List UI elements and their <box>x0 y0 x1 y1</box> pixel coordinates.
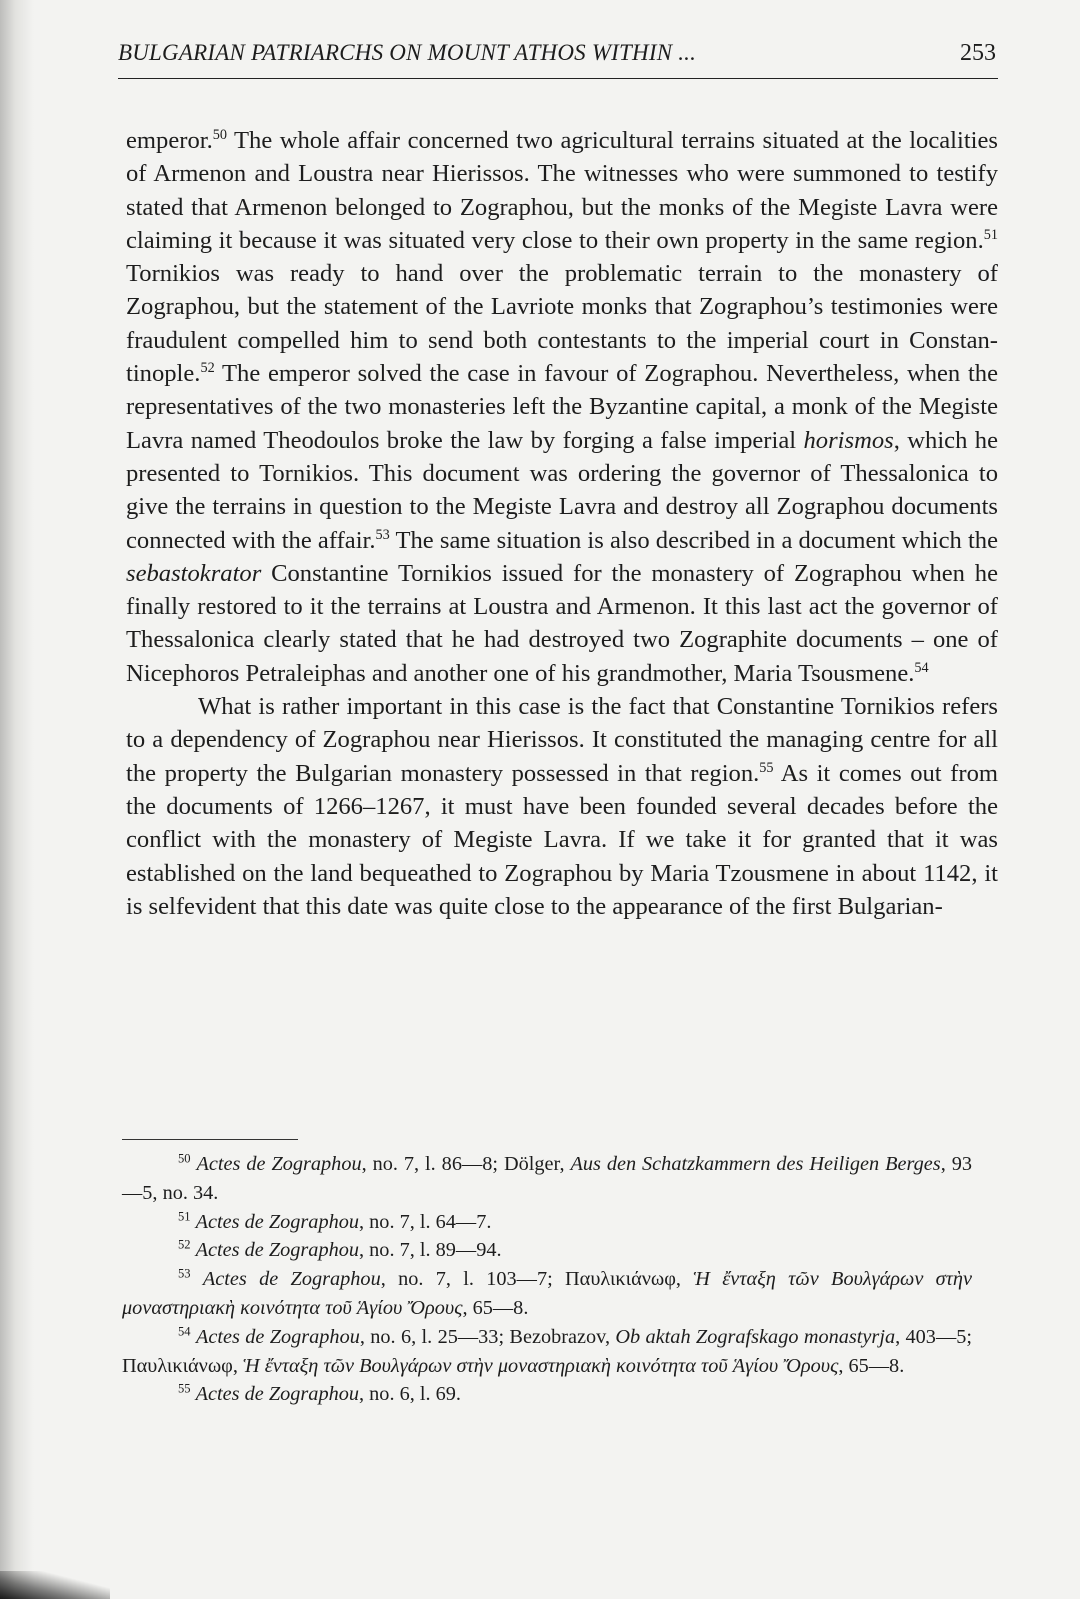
footnote-separator <box>122 1139 298 1140</box>
page-gutter-shadow <box>0 0 34 1599</box>
footnote-50: $^{50}$ Actes de Zographou, no. 7, l. 86—8; Dölger, Aus den Schatzkammern des Heiligen Berges, 93—5, no. 34. <box>122 1151 972 1204</box>
footnote-ref-53: 53 <box>375 526 390 543</box>
footnote-54: $^{54}$ Actes de Zographou, no. 6, l. 25—33; Bezobrazov, Ob aktah Zografskago monastyrja, 403—5; Παυλικιάνωφ, Ἡ ἔνταξη τῶν Βουλγάρων στὴν μοναστηριακὴ κοινότητα τοῦ Ἁγίου Ὄρους, 65—8. <box>122 1324 973 1377</box>
footnote-ref-54: 54 <box>914 659 929 676</box>
running-title: BULGARIAN PATRIARCHS ON MOUNT ATHOS WITHIN ... <box>118 40 697 65</box>
page-number: 253 <box>960 40 996 66</box>
footnote-ref-50: 50 <box>212 127 227 144</box>
footnotes <box>122 1150 972 1409</box>
footnote-ref-51: 51 <box>983 227 998 244</box>
running-header <box>118 38 998 79</box>
footnote-51: $^{51}$ Actes de Zographou, no. 7, l. 64—7. <box>178 1209 492 1233</box>
footnote-52: $^{52}$ Actes de Zographou, no. 7, l. 89—94. <box>178 1238 502 1262</box>
footnote-ref-55: 55 <box>759 759 774 776</box>
footnote-ref-52: 52 <box>200 360 215 377</box>
paragraph-1: emperor.$^{50}$ The whole affair concerned two agricultural terrains situated at the localities of Armenon and Loustra near Hierissos. The witnesses who were summoned to testify stated that Armenon belonged to Zographou, but the monks of the Megiste Lavra were claiming it because it was situated very close to their own property in the same region.$^{51}$ Tornikios was ready to hand over the problematic terrain to the monastery of Zographou, but the statement of the Lavriote monks that Zographou’s testimonies were fraudulent compelled him to send both contestants to the imperial court in Constantinople.$^{52}$ The emperor solved the case in favour of Zographou. Nevertheless, when the representatives of the two monasteries left the Byzantine capital, a monk of the Megiste Lavra named Theodoulos broke the law by forging a false imperial horismos, which he presented to Tornikios. This document was ordering the governor of Thessalonica to give the terrains in question to the Megiste Lavra and destroy all Zographou documents connected with the affair.$^{53}$ The same situation is also described in a document which the sebastokrator Constantine Tornikios issued for the monastery of Zographou when he finally restored to it the terrains at Loustra and Armenon. It this last act the governor of Thessalonica clearly stated that he had destroyed two Zographite documents – one of Nicephoros Petraleiphas and another one of his grandmother, Maria Tsousmene.$^{54}$ <box>126 127 998 687</box>
main-text <box>126 124 998 923</box>
footnote-53: $^{53}$ Actes de Zographou, no. 7, l. 103—7; Παυλικιάνωφ, Ἡ ἔνταξη τῶν Βουλγάρων στὴν μοναστηριακὴ κοινότητα τοῦ Ἁγίου Ὄρους, 65—8. <box>122 1266 972 1319</box>
scan-corner-shadow <box>0 1571 110 1599</box>
footnote-55: $^{55}$ Actes de Zographou, no. 6, l. 69. <box>178 1382 461 1406</box>
paragraph-2: What is rather important in this case is the fact that Constantine Tornikios refers to a dependency of Zographou near Hierissos. It constituted the managing centre for all the property the Bulgarian monastery possessed in that region.$^{55}$ As it comes out from the documents of 1266–1267, it must have been founded several decades before the conflict with the monastery of Megiste Lavra. If we take it for granted that it was established on the land bequeathed to Zographou by Maria Tzousmene in about 1142, it is selfevident that this date was quite close to the appearance of the first Bulgarian- <box>126 693 998 920</box>
